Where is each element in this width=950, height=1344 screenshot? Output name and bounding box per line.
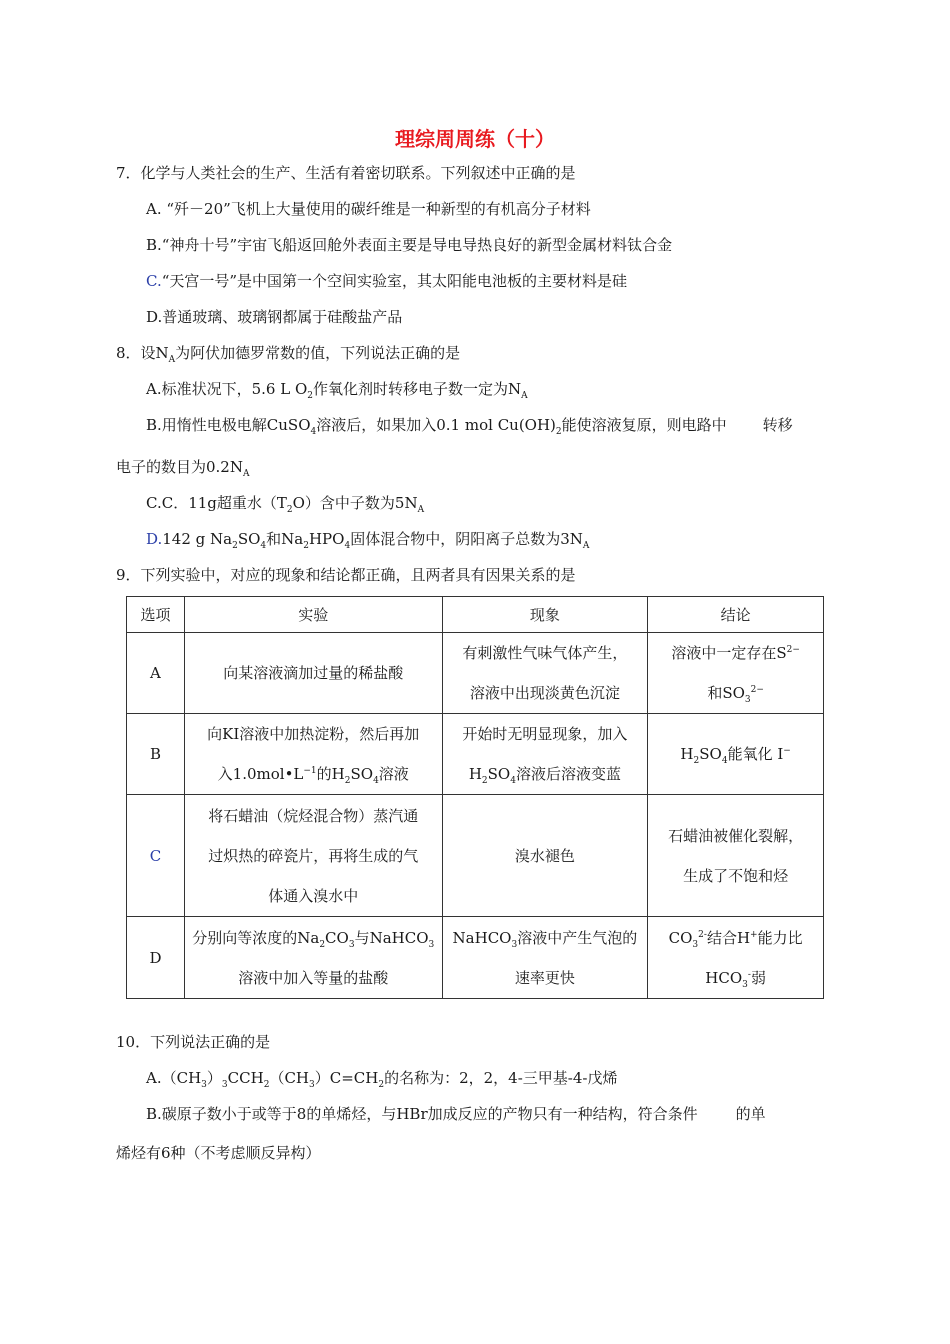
q8-option-b-continued: 电子的数目为$0.2N_A$ [116, 458, 250, 479]
q10-option-a: $A.(CH_3)_3CCH_2(CH_3)C=CH_2$的名称为：2，2，4-三甲基-4-戊烯 [146, 1069, 618, 1090]
row-phenomenon: 开始时无明显现象，加入 $H_2SO_4$溶液后溶液变蓝 [442, 714, 648, 795]
row-phenomenon: 溴水褪色 [442, 795, 648, 917]
q10-option-b-continued: 烯烃有6种（不考虑顺反异构） [116, 1144, 321, 1162]
row-option: C [127, 795, 185, 917]
row-conclusion: $CO_3^{2-}$结合H+能力比 $HCO_3^-$弱 [648, 917, 824, 999]
q8-option-b: B.用惰性电极电解CuSO$_4$溶液后，如果加入0.1 mol $Cu(OH)_2$能使溶液复原，则电路中 转移 [146, 416, 793, 437]
q7-option-d: D.普通玻璃、玻璃钢都属于硅酸盐产品 [146, 308, 403, 326]
header-option: 选项 [127, 597, 185, 633]
q10-stem: 10．下列说法正确的是 [116, 1033, 271, 1051]
row-conclusion: 溶液中一定存在$S^{2-}$ 和$SO_3^{2-}$ [648, 633, 824, 714]
header-phenomenon: 现象 [442, 597, 648, 633]
row-experiment: 将石蜡油（烷烃混合物）蒸汽通 过炽热的碎瓷片，再将生成的气 体通入溴水中 [184, 795, 442, 917]
table-header-row [127, 597, 824, 633]
header-conclusion: 结论 [648, 597, 824, 633]
q7-option-c-text: “天宫一号”是中国第一个空间实验室，其太阳能电池板的主要材料是硅 [161, 272, 628, 290]
q9-table [126, 596, 824, 999]
page-title: 理综周周练（十） [395, 127, 555, 151]
table-row [127, 917, 824, 999]
q7-answer-letter: C. [146, 272, 162, 290]
q8-option-a: A.标准状况下，5.6 L $O_2$作氧化剂时转移电子数一定为$N_A$ [146, 380, 528, 401]
q7-option-a: A. “歼－20”飞机上大量使用的碳纤维是一种新型的有机高分子材料 [146, 200, 591, 218]
row-experiment: 向KI溶液中加热淀粉，然后再加 入$1.0mol•L^{-1}$的$H_2SO_4$溶液 [184, 714, 442, 795]
table-row [127, 633, 824, 714]
row-phenomenon: NaHCO$_3$溶液中产生气泡的 速率更快 [442, 917, 648, 999]
row-experiment: 分别向等浓度的$Na_2CO_3$与NaHCO$_3$ 溶液中加入等量的盐酸 [184, 917, 442, 999]
header-experiment: 实验 [184, 597, 442, 633]
q8-option-c: C.C．11g超重水$(T_2O)$含中子数为$5N_A$ [146, 494, 425, 515]
row-option: B [127, 714, 185, 795]
row-option: A [127, 633, 185, 714]
row-option: D [127, 917, 185, 999]
q9-stem: 9．下列实验中，对应的现象和结论都正确，且两者具有因果关系的是 [116, 566, 576, 584]
q8-answer-letter: D. [146, 530, 163, 548]
q7-stem: 7．化学与人类社会的生产、生活有着密切联系。下列叙述中正确的是 [116, 164, 576, 182]
row-experiment: 向某溶液滴加过量的稀盐酸 [184, 633, 442, 714]
row-phenomenon: 有刺激性气味气体产生， 溶液中出现淡黄色沉淀 [442, 633, 648, 714]
row-conclusion: 石蜡油被催化裂解， 生成了不饱和烃 [648, 795, 824, 917]
q8-stem: 8．设$N_A$为阿伏加德罗常数的值，下列说法正确的是 [116, 344, 461, 365]
q7-option-b: B.“神舟十号”宇宙飞船返回舱外表面主要是导电导热良好的新型金属材料钛合金 [146, 236, 673, 254]
q7-option-c [146, 271, 627, 291]
table-row [127, 714, 824, 795]
table-row [127, 795, 824, 917]
q8-option-d: D.142 g $Na_2SO_4$和$Na_2HPO_4$固体混合物中，阴阳离子总数为$3N_A$ [146, 530, 590, 551]
q10-option-b: B.碳原子数小于或等于8的单烯烃，与HBr加成反应的产物只有一种结构，符合条件 的单 [146, 1105, 766, 1123]
row-conclusion: $H_2SO_4$能氧化 I− [648, 714, 824, 795]
